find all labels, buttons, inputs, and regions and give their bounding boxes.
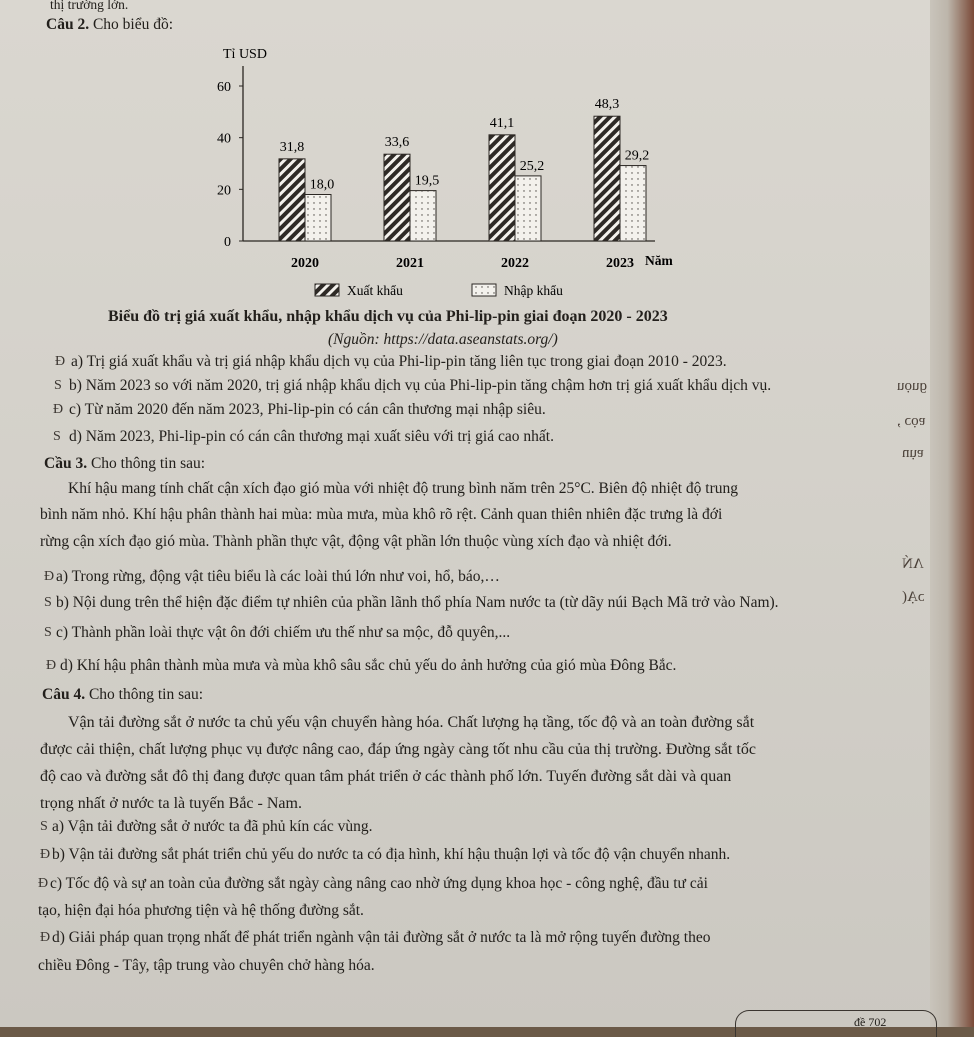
q4-statement-c-cont: tạo, hiện đại hóa phương tiện và hệ thống đường sắt.	[38, 902, 364, 919]
x-tick-label-2022: 2022	[501, 256, 529, 271]
data-label-export-2020: 31,8	[279, 139, 305, 155]
q3-passage-line-1: Khí hậu mang tính chất cận xích đạo gió mùa với nhiệt độ trung bình năm trên 25°C. Biên độ nhiệt độ trung	[68, 480, 739, 497]
y-tick-label-40: 40	[217, 131, 231, 147]
q3-passage-line-3: rừng cận xích đạo gió mùa. Thành phần thực vật, động vật phần lớn thuộc vùng xích đạo và nhiệt đới.	[40, 533, 672, 550]
q2-statement-d: d) Năm 2023, Phi-lip-pin có cán cân thương mại xuất siêu với trị giá cao nhất.	[69, 428, 554, 445]
bleed-through-3: ɐụn	[902, 445, 924, 461]
q3-intro: Cho thông tin sau:	[90, 455, 206, 472]
q2-intro: Cho biểu đồ:	[92, 16, 174, 33]
pen-mark-q3a: Ð	[44, 569, 55, 584]
bar-import-2023	[620, 166, 646, 241]
data-label-import-2023: 29,2	[624, 148, 650, 164]
q2-label: Câu 2.	[46, 16, 90, 33]
y-axis-label: Tỉ USD	[223, 47, 267, 62]
x-axis-label: Năm	[645, 253, 673, 268]
q4-intro: Cho thông tin sau:	[88, 686, 204, 703]
q3-passage-line-2: bình năm nhỏ. Khí hậu phân thành hai mùa: mùa mưa, mùa khô rõ rệt. Cảnh quan thiên nhiên đặc trưng là đới	[40, 506, 723, 523]
data-label-import-2022: 25,2	[519, 158, 545, 174]
pen-mark-q3b: S	[44, 595, 52, 610]
bar-chart	[185, 44, 745, 304]
q4-passage-line-2: được cải thiện, chất lượng phục vụ được nâng cao, đáp ứng ngày càng tốt nhu cầu của thị trường. Đường sắt tốc	[40, 741, 756, 758]
q4-passage-line-4: trọng nhất ở nước ta là tuyến Bắc - Nam.	[40, 795, 302, 812]
q4-statement-d: d) Giải pháp quan trọng nhất để phát triển ngành vận tải đường sắt ở nước ta là mở rộng tuyến đường theo	[52, 929, 711, 946]
bar-import-2020	[305, 195, 331, 242]
q3-statement-c: c) Thành phần loài thực vật ôn đới chiếm ưu thế như sa mộc, đỗ quyên,...	[56, 624, 511, 641]
q4-statement-a: a) Vận tải đường sắt ở nước ta đã phủ kín các vùng.	[52, 818, 373, 835]
pen-mark-q4a: S	[40, 819, 48, 834]
q4-header	[42, 686, 203, 705]
q4-statement-c: c) Tốc độ và sự an toàn của đường sắt ngày càng nâng cao nhờ ứng dụng khoa học - công nghệ, đầu tư cải	[50, 875, 708, 892]
q4-passage-line-3: độ cao và đường sắt đô thị đang được quan tâm phát triển ở các thành phố lớn. Tuyến đường sắt dài và quan	[40, 768, 732, 785]
q4-label: Câu 4.	[42, 686, 86, 703]
data-label-import-2020: 18,0	[309, 177, 335, 193]
legend-swatch-import	[472, 284, 496, 296]
x-tick-label-2023: 2023	[606, 256, 634, 271]
legend-label-import: Nhập khẩu	[504, 283, 563, 298]
bar-export-2021	[384, 154, 410, 241]
pen-mark-q4d: Ð	[40, 930, 51, 945]
top-fragment: thị trường lớn.	[50, 0, 129, 12]
chart-source: (Nguồn: https://data.aseanstats.org/)	[328, 331, 558, 348]
x-tick-label-2020: 2020	[291, 256, 319, 271]
bleed-through-2: ɐọɔ ,	[897, 413, 926, 429]
y-tick-label-20: 20	[217, 183, 231, 199]
data-label-export-2022: 41,1	[489, 115, 515, 131]
q3-statement-b: b) Nội dung trên thể hiện đặc điểm tự nhiên của phần lãnh thổ phía Nam nước ta (từ dãy núi Bạch Mã trở vào Nam).	[56, 594, 779, 611]
bar-export-2020	[279, 159, 305, 241]
pen-mark-q3c: S	[44, 625, 52, 640]
pen-mark-q2b: S	[54, 378, 62, 393]
pen-mark-q2a: Ð	[55, 354, 66, 369]
q4-statement-d-cont: chiều Đông - Tây, tập trung vào chuyên chở hàng hóa.	[38, 957, 375, 974]
y-tick-label-60: 60	[217, 80, 231, 95]
exam-code-text: đề 702	[854, 1015, 887, 1029]
q3-header	[44, 455, 205, 474]
data-label-export-2023: 48,3	[594, 97, 620, 113]
q2-statement-a: a) Trị giá xuất khẩu và trị giá nhập khẩu dịch vụ của Phi-lip-pin tăng liên tục trong giai đoạn 2010 - 2023.	[71, 353, 727, 370]
q2-statement-b: b) Năm 2023 so với năm 2020, trị giá nhập khẩu dịch vụ của Phi-lip-pin tăng chậm hơn trị giá xuất khẩu dịch vụ.	[69, 377, 772, 394]
data-label-export-2021: 33,6	[384, 135, 410, 151]
chart-caption: Biểu đồ trị giá xuất khẩu, nhập khẩu dịch vụ của Phi-lip-pin giai đoạn 2020 - 2023	[108, 308, 668, 325]
bar-import-2022	[515, 176, 541, 241]
bar-import-2021	[410, 191, 436, 241]
q3-statement-d: d) Khí hậu phân thành mùa mưa và mùa khô sâu sắc chủ yếu do ảnh hưởng của gió mùa Đông Bắc.	[60, 657, 677, 674]
bar-export-2022	[489, 135, 515, 241]
pen-mark-q2c: Ð	[53, 402, 64, 417]
q4-statement-b: b) Vận tải đường sắt phát triển chủ yếu do nước ta có địa hình, khí hậu thuận lợi và tốc độ vận chuyển nhanh.	[52, 846, 731, 863]
legend-label-export: Xuất khẩu	[347, 283, 403, 298]
legend-swatch-export	[315, 284, 339, 296]
q2-header	[46, 16, 173, 35]
exam-code-box	[735, 1010, 937, 1037]
x-tick-label-2021: 2021	[396, 256, 424, 271]
y-tick-label-0: 0	[224, 235, 231, 250]
pen-mark-q3d: Ð	[46, 658, 57, 673]
bleed-through-4: ΛŃ	[902, 556, 924, 572]
pen-mark-q4c: Ð	[38, 876, 49, 891]
bleed-through-1: ɡuọu	[897, 378, 927, 394]
pen-mark-q4b: Ð	[40, 847, 51, 862]
q3-statement-a: a) Trong rừng, động vật tiêu biểu là các loài thú lớn như voi, hổ, báo,…	[56, 568, 500, 585]
pen-mark-q2d: S	[53, 429, 61, 444]
bleed-through-5: ɔẠ(	[902, 589, 925, 605]
page-edge	[930, 0, 974, 1027]
bar-export-2023	[594, 116, 620, 241]
q4-passage-line-1: Vận tải đường sắt ở nước ta chủ yếu vận chuyển hàng hóa. Chất lượng hạ tầng, tốc độ và an toàn đường sắt	[68, 714, 755, 731]
q2-statement-c: c) Từ năm 2020 đến năm 2023, Phi-lip-pin có cán cân thương mại nhập siêu.	[69, 401, 546, 418]
q3-label: Cầu 3.	[44, 455, 88, 472]
data-label-import-2021: 19,5	[414, 173, 440, 189]
